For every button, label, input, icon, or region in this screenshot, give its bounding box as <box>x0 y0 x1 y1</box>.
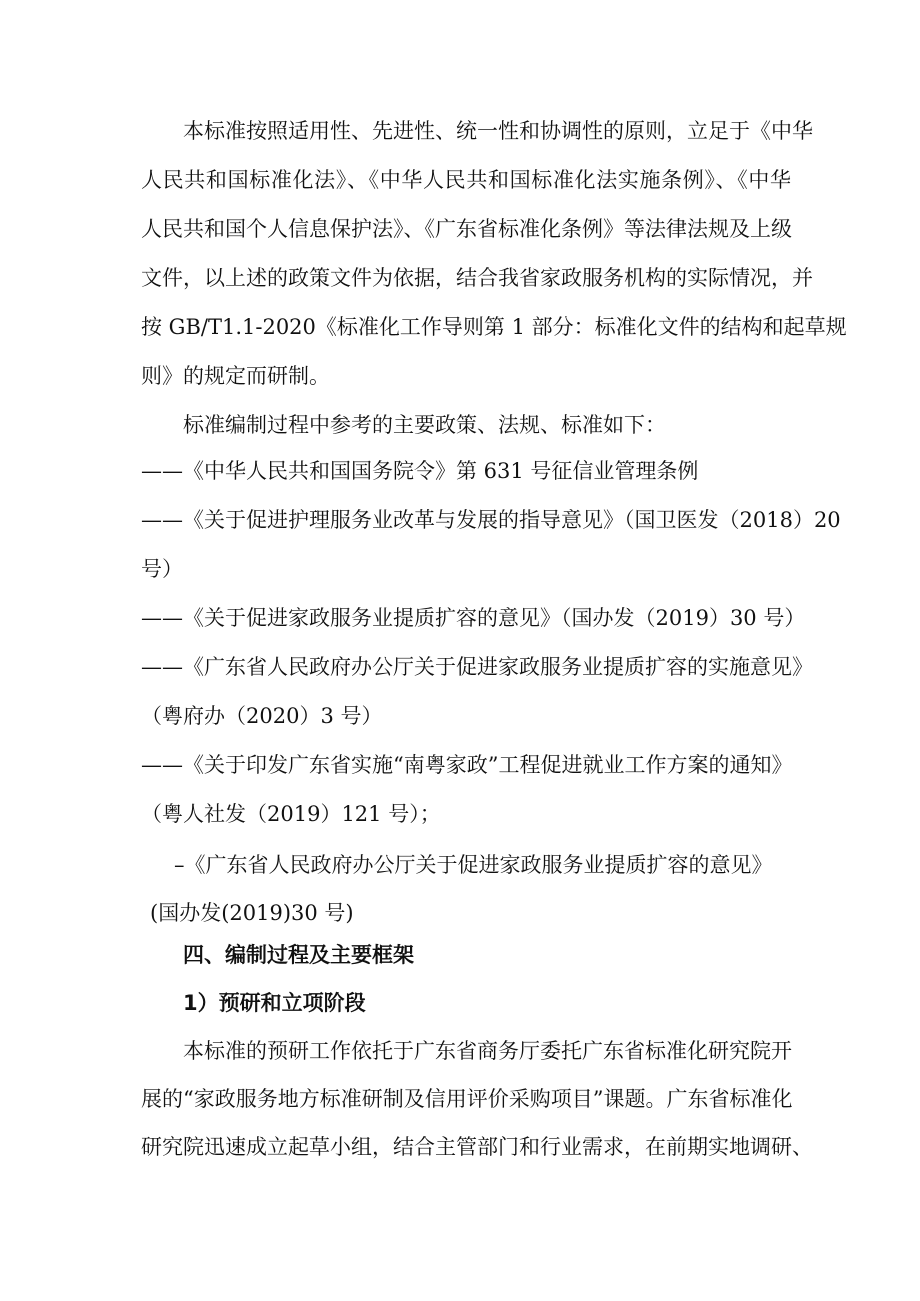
reference-item-4-line-2: （粤府办（2020）3 号） <box>141 704 383 728</box>
reference-item-2-line-2: 号） <box>141 557 183 581</box>
paragraph-1-line-2: 人民共和国标准化法》、《中华人民共和国标准化法实施条例》、《中华 <box>141 168 791 192</box>
section-heading: 四、编制过程及主要框架 <box>183 943 414 967</box>
paragraph-2-line-2: 展的“家政服务地方标准研制及信用评价采购项目”课题。广东省标准化 <box>141 1087 793 1111</box>
reference-item-5-line-1: ——《关于印发广东省实施“南粤家政”工程促进就业工作方案的通知》 <box>141 753 793 777</box>
paragraph-1-line-3: 人民共和国个人信息保护法》、《广东省标准化条例》等法律法规及上级 <box>141 217 792 241</box>
paragraph-1-line-4: 文件，以上述的政策文件为依据，结合我省家政服务机构的实际情况，并 <box>141 266 813 290</box>
paragraph-1-line-5: 按 GB/T1.1-2020《标准化工作导则第 1 部分：标准化文件的结构和起草规 <box>141 315 847 339</box>
reference-item-6-line-1: –《广东省人民政府办公厅关于促进家政服务业提质扩容的意见》 <box>174 853 773 877</box>
reference-intro: 标准编制过程中参考的主要政策、法规、标准如下： <box>183 413 666 437</box>
reference-item-5-line-2: （粤人社发（2019）121 号）； <box>141 802 441 826</box>
reference-item-3: ——《关于促进家政服务业提质扩容的意见》（国办发（2019）30 号） <box>141 606 806 630</box>
reference-item-4-line-1: ——《广东省人民政府办公厅关于促进家政服务业提质扩容的实施意见》 <box>141 655 813 679</box>
reference-item-6-line-2: (国办发(2019)30 号) <box>150 901 354 925</box>
paragraph-2-line-3: 研究院迅速成立起草小组，结合主管部门和行业需求，在前期实地调研、 <box>141 1135 813 1159</box>
paragraph-1-line-6: 则》的规定而研制。 <box>141 364 330 388</box>
paragraph-1-line-1: 本标准按照适用性、先进性、统一性和协调性的原则，立足于《中华 <box>183 119 813 143</box>
reference-item-2-line-1: ——《关于促进护理服务业改革与发展的指导意见》（国卫医发（2018）20 <box>141 508 841 532</box>
paragraph-2-line-1: 本标准的预研工作依托于广东省商务厅委托广东省标准化研究院开 <box>183 1039 792 1063</box>
subsection-heading: 1）预研和立项阶段 <box>183 991 366 1015</box>
reference-item-1: ——《中华人民共和国国务院令》第 631 号征信业管理条例 <box>141 459 699 483</box>
